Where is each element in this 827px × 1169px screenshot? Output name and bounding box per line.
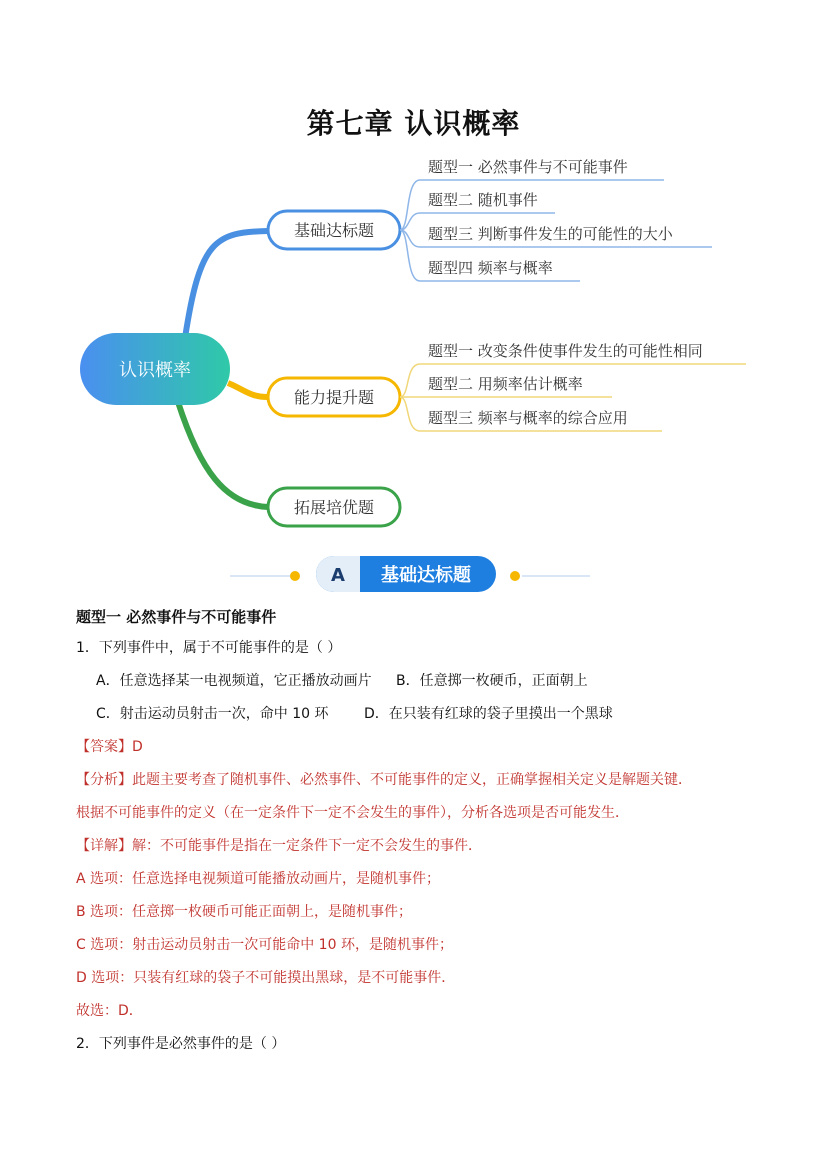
q1-option-a: A．任意选择某一电视频道，它正播放动画片	[96, 673, 372, 689]
banner-dot-left	[290, 571, 300, 581]
q1-stem: 1．下列事件中，属于不可能事件的是（ ）	[76, 640, 342, 656]
connector-ability	[228, 383, 268, 397]
branch-basic-label: 基础达标题	[293, 221, 375, 240]
branch-ability-label: 能力提升题	[293, 388, 375, 407]
q1-option-b: B．任意掷一枚硬币，正面朝上	[396, 673, 588, 689]
question-type-heading: 题型一 必然事件与不可能事件	[76, 608, 277, 626]
section-banner	[230, 552, 590, 596]
basic-item-2: 题型二 随机事件	[428, 191, 538, 209]
detail-text-1: 解：不可能事件是指在一定条件下一定不会发生的事件．	[132, 838, 482, 854]
basic-item-3: 题型三 判断事件发生的可能性的大小	[428, 225, 673, 243]
basic-item-1: 题型一 必然事件与不可能事件	[428, 158, 628, 176]
q1-option-d: D．在只装有红球的袋子里摸出一个黑球	[364, 706, 613, 722]
q1-analysis-line-1	[76, 769, 692, 789]
banner-label: 基础达标题	[381, 565, 471, 586]
q1-detail-line-1	[76, 835, 482, 855]
branch-extend-label: 拓展培优题	[293, 498, 375, 517]
q1-conclusion: 故选：D．	[76, 1003, 143, 1019]
basic-item-4: 题型四 频率与概率	[428, 259, 553, 277]
ability-item-2: 题型二 用频率估计概率	[428, 375, 583, 393]
analysis-tag: 【分析】	[76, 772, 132, 788]
answer-value: D	[132, 739, 143, 755]
mind-map	[0, 0, 827, 545]
banner-dot-right	[510, 571, 520, 581]
answer-tag: 【答案】	[76, 739, 132, 755]
ability-item-3: 题型三 频率与概率的综合应用	[428, 409, 628, 427]
connector-extend	[178, 402, 268, 507]
q1-option-c: C．射击运动员射击一次，命中 10 环	[96, 706, 329, 722]
q2-stem: 2．下列事件是必然事件的是（ ）	[76, 1036, 286, 1052]
ability-item-1: 题型一 改变条件使事件发生的可能性相同	[428, 342, 703, 360]
banner-letter: A	[331, 565, 345, 586]
chapter-title: 第七章 认识概率	[306, 107, 521, 140]
q1-answer	[76, 736, 143, 756]
q1-detail-b: B 选项：任意掷一枚硬币可能正面朝上，是随机事件；	[76, 904, 413, 920]
q1-detail-d: D 选项：只装有红球的袋子不可能摸出黑球，是不可能事件．	[76, 970, 456, 986]
analysis-text-1: 此题主要考查了随机事件、必然事件、不可能事件的定义，正确掌握相关定义是解题关键．	[132, 772, 692, 788]
q1-detail-a: A 选项：任意选择电视频道可能播放动画片，是随机事件；	[76, 871, 441, 887]
connector-basic	[185, 231, 268, 338]
q1-analysis-line-2: 根据不可能事件的定义（在一定条件下一定不会发生的事件），分析各选项是否可能发生．	[76, 805, 629, 821]
detail-tag: 【详解】	[76, 838, 132, 854]
q1-detail-c: C 选项：射击运动员射击一次可能命中 10 环，是随机事件；	[76, 937, 453, 953]
mind-map-root-label: 认识概率	[119, 360, 191, 381]
